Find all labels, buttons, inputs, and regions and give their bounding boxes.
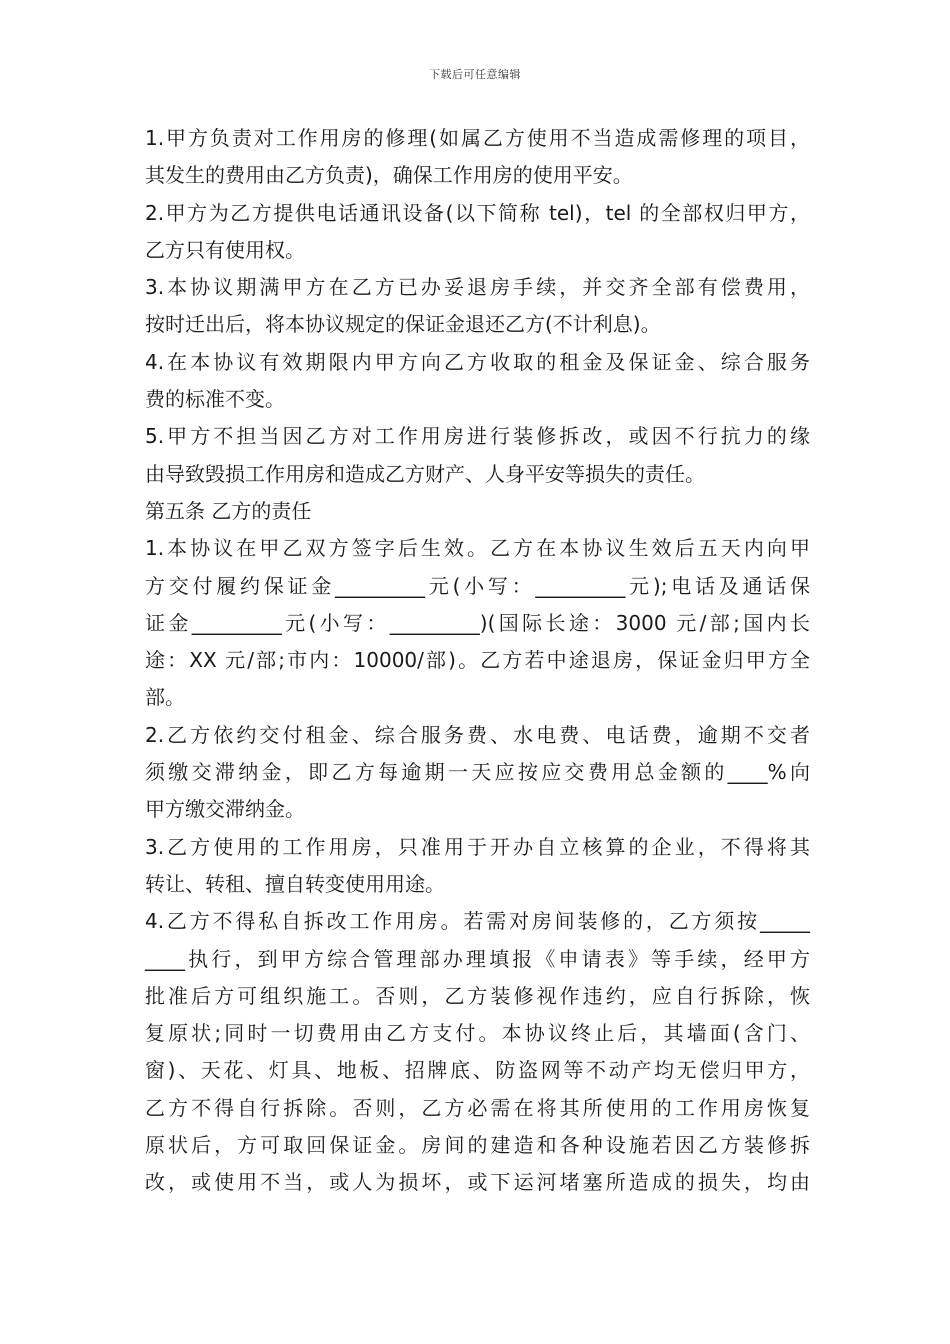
text-line: 3.本协议期满甲方在乙方已办妥退房手续，并交齐全部有偿费用， <box>145 275 810 300</box>
text-line: 改，或使用不当，或人为损坏，或下运河堵塞所造成的损失，均由 <box>145 1170 810 1195</box>
document-body <box>145 120 810 1202</box>
text-line: 须缴交滞纳金，即乙方每逾期一天应按应交费用总金额的____%向 <box>145 760 810 785</box>
text-line: 第五条 乙方的责任 <box>145 498 312 523</box>
text-line: 途：XX 元/部;市内：10000/部)。乙方若中途退房，保证金归甲方全 <box>145 648 810 673</box>
page-header: 下载后可任意编辑 <box>429 68 521 81</box>
text-line: 1.本协议在甲乙双方签字后生效。乙方在本协议生效后五天内向甲 <box>145 536 810 561</box>
text-line: 2.乙方依约交付租金、综合服务费、水电费、电话费，逾期不交者 <box>145 722 810 747</box>
text-line: 2.甲方为乙方提供电话通讯设备(以下简称 tel)，tel 的全部权归甲方， <box>145 200 810 225</box>
text-line: 1.甲方负责对工作用房的修理(如属乙方使用不当造成需修理的项目， <box>145 126 810 150</box>
text-line: 方交付履约保证金_________元(小写：_________元);电话及通话保 <box>145 573 810 598</box>
text-line: 由导致毁损工作用房和造成乙方财产、人身平安等损失的责任。 <box>145 461 705 486</box>
text-line: 按时迁出后，将本协议规定的保证金退还乙方(不计利息)。 <box>145 312 661 337</box>
text-line: ____执行，到甲方综合管理部办理填报《申请表》等手续，经甲方 <box>145 946 810 971</box>
text-line: 3.乙方使用的工作用房，只准用于开办自立核算的企业，不得将其 <box>145 834 810 859</box>
text-line: 原状后，方可取回保证金。房间的建造和各种设施若因乙方装修拆 <box>145 1133 810 1158</box>
text-line: 批准后方可组织施工。否则，乙方装修视作违约，应自行拆除，恢 <box>145 983 810 1008</box>
text-line: 4.乙方不得私自拆改工作用房。若需对房间装修的，乙方须按_____ <box>145 909 810 934</box>
text-line: 5.甲方不担当因乙方对工作用房进行装修拆改，或因不行抗力的缘 <box>145 424 810 449</box>
text-line: 乙方不得自行拆除。否则，乙方必需在将其所使用的工作用房恢复 <box>145 1095 810 1120</box>
text-line: 其发生的费用由乙方负责)，确保工作用房的使用平安。 <box>145 163 633 188</box>
text-line: 证金_________元(小写：_________)(国际长途：3000 元/部;国内长 <box>145 610 810 635</box>
text-line: 费的标准不变。 <box>145 387 285 412</box>
text-line: 部。 <box>145 685 185 710</box>
text-line: 4.在本协议有效期限内甲方向乙方收取的租金及保证金、综合服务 <box>145 349 810 374</box>
text-line: 复原状;同时一切费用由乙方支付。本协议终止后，其墙面(含门、 <box>145 1021 810 1046</box>
text-line: 甲方缴交滞纳金。 <box>145 797 305 822</box>
text-line: 乙方只有使用权。 <box>145 237 305 262</box>
text-line: 窗)、天花、灯具、地板、招牌底、防盗网等不动产均无偿归甲方， <box>145 1058 810 1083</box>
text-line: 转让、转租、擅自转变使用用途。 <box>145 871 445 896</box>
